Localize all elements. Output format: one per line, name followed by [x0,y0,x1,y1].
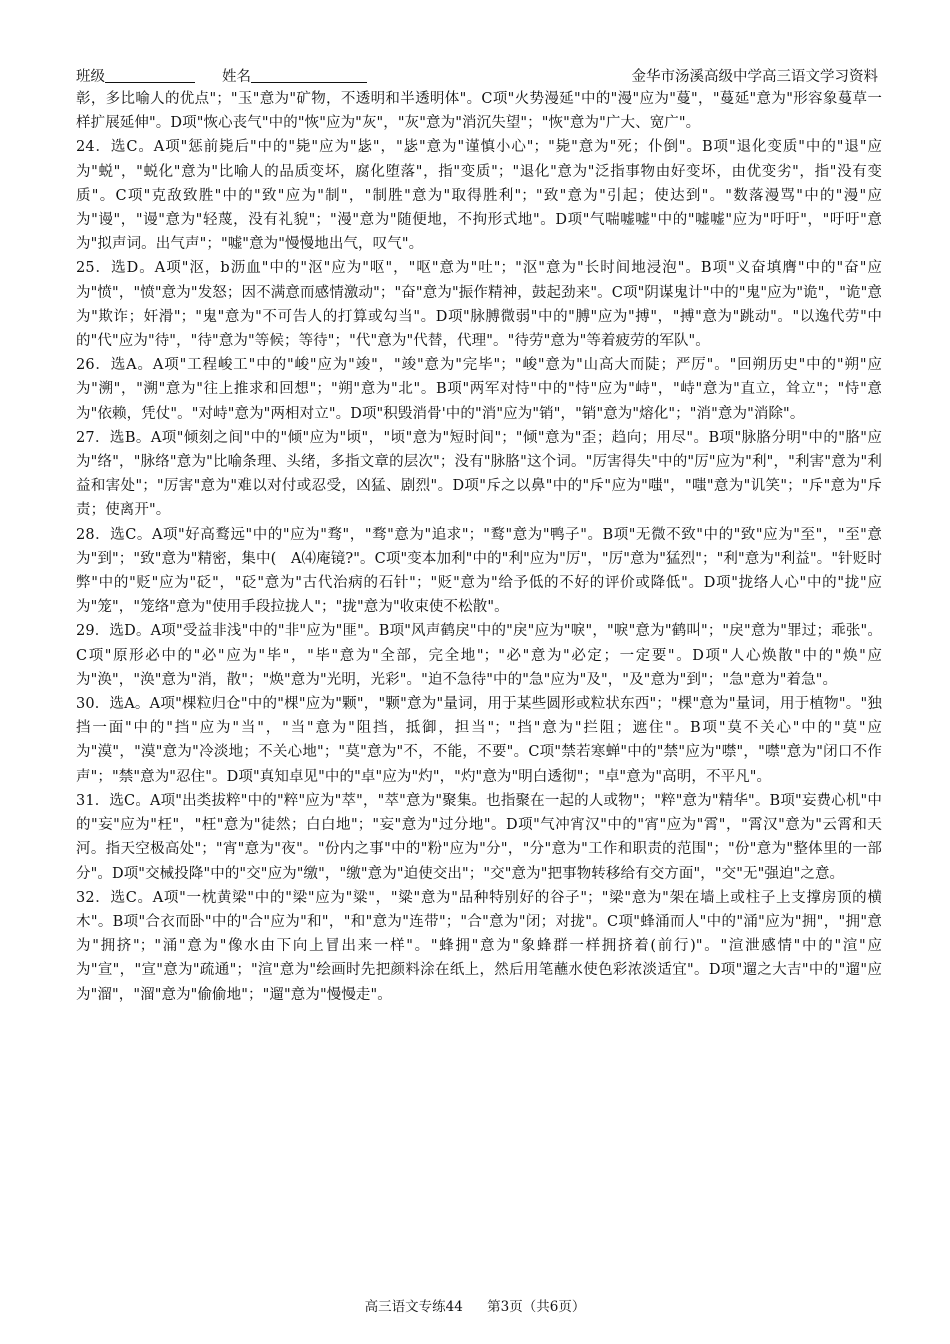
name-blank-line [251,66,367,83]
class-blank-line [105,66,195,83]
footer-page-number: 第3页（共6页） [487,1299,586,1315]
page-footer [0,1297,950,1317]
paragraph-answer-28: 28．选C。A项"好高鹜远"中的"应为"骛"，"骛"意为"追求"；"鹜"意为"鸭子"。B项"无微不致"中的"致"应为"至"，"至"意为"到"；"致"意为"精密，集中( A⑷庵镜?"。C项"变本加利"中的"利"应为"厉"，"厉"意为"猛烈"；"利"意为"利益"。"针贬时弊"中的"贬"应为"砭"，"砭"意为"古代治病的石针"；"贬"意为"给予低的不好的评价或降低"。D项"拢络人心"中的"拢"应为"笼"，"笼络"意为"使用手段拉拢人"；"拢"意为"收束使不松散"。 [76,526,882,616]
paragraph-answer-31: 31．选C。A项"出类拔粹"中的"粹"应为"萃"，"萃"意为"聚集。也指聚在一起的人或物"；"粹"意为"精华"。B项"妄费心机"中的"妄"应为"枉"，"枉"意为"徒然；白白地"；"妄"意为"过分地"。D项"气冲宵汉"中的"宵"应为"霄"，"霄汉"意为"云霄和天河。指天空极高处"；"宵"意为"夜"。"份内之事"中的"粉"应为"分"，"分"意为"工作和职责的范围"；"份"意为"整体里的一部分"。D项"交械投降"中的"交"应为"缴"，"缴"意为"迫使交出"；"交"意为"把事物转移给有交方面"，"交"无"强迫"之意。 [76,792,882,882]
paragraph-answer-27: 27．选B。A项"倾刻之间"中的"倾"应为"顷"，"顷"意为"短时间"；"倾"意为"歪；趋向；用尽"。B项"脉胳分明"中的"胳"应为"络"，"脉络"意为"比喻条理、头绪，多指文章的层次"；没有"脉胳"这个词。"厉害得失"中的"厉"应为"利"，"利害"意为"利益和害处"；"厉害"意为"难以对付或忍受，凶猛、剧烈"。D项"斥之以鼻"中的"斥"应为"嗤"，"嗤"意为"讥笑"；"斥"意为"斥责；使离开"。 [76,429,882,519]
name-field [222,66,367,88]
paragraph-answer-29: 29．选D。A项"受益非浅"中的"非"应为"匪"。B项"风声鹤戾"中的"戾"应为"唳"，"唳"意为"鹤叫"；"戾"意为"罪过；乖张"。C项"原形必中的"必"应为"毕"，"毕"意为"全部，完全地"；"必"意为"必定；一定要"。D项"人心焕散"中的"焕"应为"涣"，"涣"意为"消，散"；"焕"意为"光明，光彩"。"迫不急待"中的"急"应为"及"，"及"意为"到"；"急"意为"着急"。 [76,623,882,688]
school-title: 金华市汤溪高级中学高三语文学习资料 [631,69,878,85]
page-header [76,66,878,88]
paragraph-continued: 彰，多比喻人的优点"；"玉"意为"矿物，不透明和半透明体"。C项"火势漫延"中的"漫"应为"蔓"，"蔓延"意为"形容象蔓草一样扩展延伸"。D项"恢心丧气"中的"恢"应为"灰"，"灰"意为"消沉失望"；"恢"意为"广大、宽广"。 [76,91,882,132]
paragraph-answer-32: 32．选C。A项"一枕黄梁"中的"梁"应为"粱"，"粱"意为"品种特别好的谷子"；"梁"意为"架在墙上或柱子上支撑房顶的横木"。B项"合衣而卧"中的"合"应为"和"，"和"意为"连带"；"合"意为"闭；对拢"。C项"蜂涌而人"中的"涌"应为"拥"，"拥"意为"拥挤"；"涌"意为"像水由下向上冒出来一样"。"蜂拥"意为"象蜂群一样拥挤着(前行)"。"渲泄感情"中的"渲"应为"宣"，"宣"意为"疏通"；"渲"意为"绘画时先把颜料涂在纸上，然后用笔蘸水使色彩浓淡适宜"。D项"遛之大吉"中的"遛"应为"溜"，"溜"意为"偷偷地"；"遛"意为"慢慢走"。 [76,889,882,1003]
class-label: 班级 [76,69,105,85]
paragraph-answer-25: 25．选D。A项"沤，b沥血"中的"沤"应为"呕"，"呕"意为"吐"；"沤"意为"长时间地浸泡"。B项"义奋填膺"中的"奋"应为"愤"，"愤"意为"发怒；因不满意而感情激动"；"奋"意为"振作精神，鼓起劲来"。C项"阴谋鬼计"中的"鬼"应为"诡"，"诡"意为"欺诈；奸滑"；"鬼"意为"不可告人的打算或勾当"。D项"脉膊微弱"中的"膊"应为"搏"，"搏"意为"跳动"。"以逸代劳"中的"代"应为"待"，"待"意为"等候；等待"；"代"意为"代替，代理"。"待劳"意为"等着疲劳的军队"。 [76,260,882,350]
paragraph-answer-26: 26．选A。A项"工程峻工"中的"峻"应为"竣"，"竣"意为"完毕"；"峻"意为"山高大而陡；严厉"。"回朔历史"中的"朔"应为"溯"，"溯"意为"往上推求和回想"；"朔"意为"北"。B项"两军对恃"中的"恃"应为"峙"，"峙"意为"直立，耸立"；"恃"意为"依赖，凭仗"。"对峙"意为"两相对立"。D项"积毁消骨'中的"消"应为"销"，"销"意为"熔化"；"消"意为"消除"。 [76,357,882,422]
paragraph-answer-30: 30．选A。A项"棵粒归仓"中的"棵"应为"颗"，"颗"意为"量词，用于某些圆形或粒状东西"；"棵"意为"量词，用于植物"。"独挡一面"中的"挡"应为"当"，"当"意为"阻挡，抵御，担当"；"挡"意为"拦阻；遮住"。B项"莫不关心"中的"莫"应为"漠"，"漠"意为"冷淡地；不关心地"；"莫"意为"不，不能，不要"。C项"禁若寒蝉"中的"禁"应为"噤"，"噤"意为"闭口不作声"；"禁"意为"忍住"。D项"真知卓见"中的"卓"应为"灼"，"灼"意为"明白透彻"；"卓"意为"高明，不平凡"。 [76,696,882,785]
class-field [76,66,195,88]
paragraph-answer-24: 24．选C。A项"惩前毙后"中的"毙"应为"毖"，"毖"意为"谨慎小心"；"毙"意为"死；仆倒"。B项"退化变质"中的"退"应为"蜕"，"蜕化"意为"比喻人的品质变坏，腐化堕落"，指"变质"；"退化"意为"泛指事物由好变坏，由优变劣"，指"没有变质"。C项"克敌致胜"中的"致"应为"制"，"制胜"意为"取得胜利"；"致"意为"引起；使达到"。"数落漫骂"中的"漫"应为"谩"，"谩"意为"轻蔑，没有礼貌"；"漫"意为"随便地，不拘形式地"。D项"气喘嘘嘘"中的"嘘嘘"应为"吁吁"，"吁吁"意为"拟声词。出气声"；"嘘"意为"慢慢地出气，叹气"。 [76,139,882,253]
footer-course: 高三语文专练44 [364,1299,463,1315]
name-label: 姓名 [222,69,251,85]
answer-explanations [76,87,882,1007]
